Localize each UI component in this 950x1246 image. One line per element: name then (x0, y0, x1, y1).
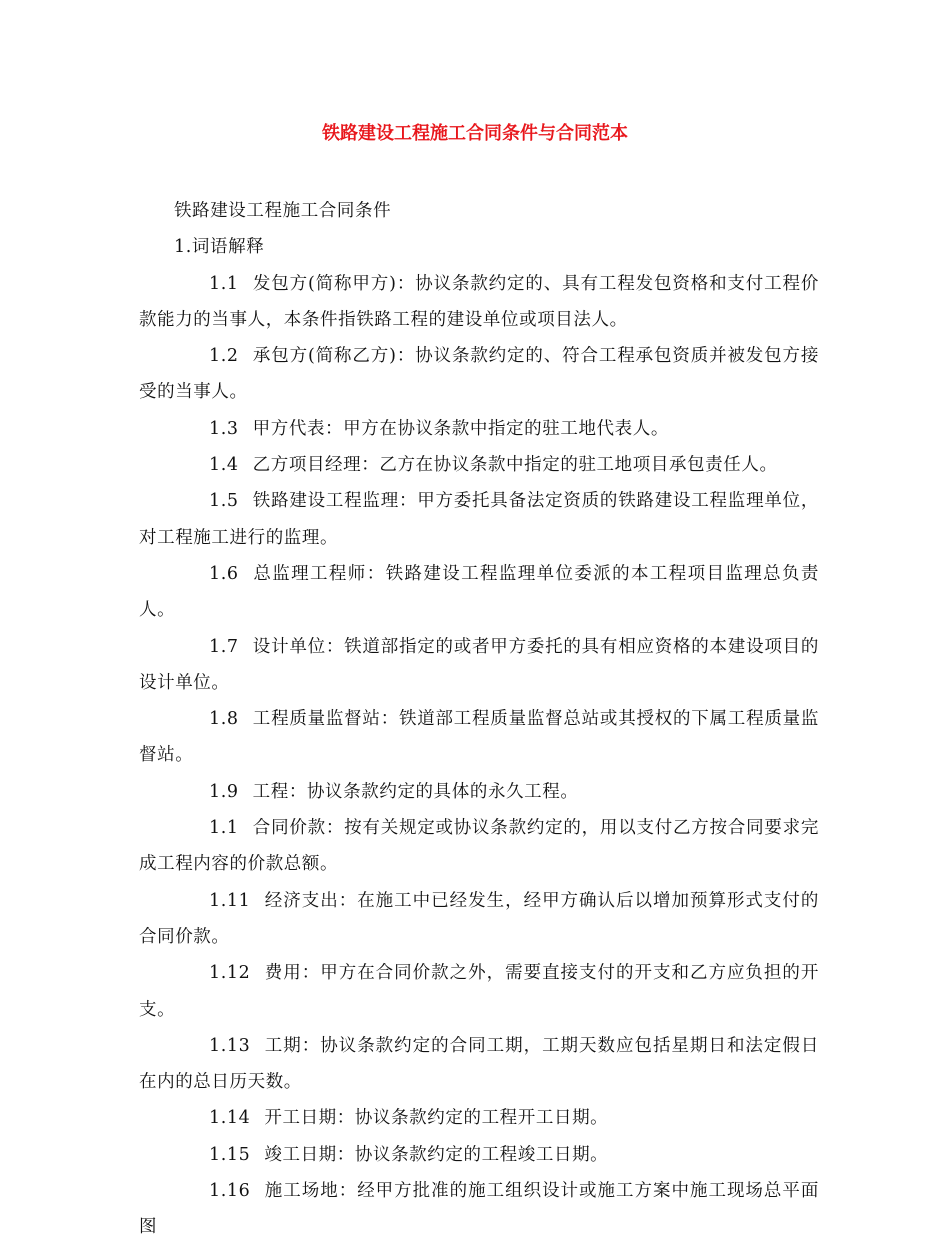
clause-text: 合同价款：按有关规定或协议条款约定的，用以支付乙方按合同要求完成工程内容的价款总额。 (139, 818, 819, 875)
clause-number: 1.1 (209, 273, 239, 294)
clause-number: 1.9 (209, 781, 239, 802)
clause-paragraph (139, 338, 819, 411)
clause-paragraph (139, 483, 819, 556)
clause-paragraph (139, 266, 819, 339)
section-heading: 铁路建设工程施工合同条件 (174, 201, 392, 221)
clause-number: 1.8 (209, 709, 239, 730)
clause-number: 1.13 (209, 1035, 251, 1056)
clause-text: 乙方项目经理：乙方在协议条款中指定的驻工地项目承包责任人。 (252, 455, 778, 476)
clause-number: 1.16 (209, 1181, 251, 1202)
clause-text: 发包方(简称甲方)：协议条款约定的、具有工程发包资格和支付工程价款能力的当事人，本条件指铁路工程的建设单位或项目法人。 (139, 273, 819, 330)
clause-number: 1.2 (209, 346, 239, 367)
clause-number: 1.5 (209, 491, 239, 512)
clause-paragraph (139, 883, 819, 956)
clause-paragraph (139, 1173, 819, 1246)
clause-paragraph (139, 955, 819, 1028)
clause-number: 1.12 (209, 963, 251, 984)
clause-text: 承包方(简称乙方)：协议条款约定的、符合工程承包资质并被发包方接受的当事人。 (139, 346, 819, 403)
document-title: 铁路建设工程施工合同条件与合同范本 (322, 123, 628, 144)
clause-paragraph (139, 1028, 819, 1101)
clause-paragraph (139, 411, 819, 447)
clause-text: 工程：协议条款约定的具体的永久工程。 (252, 781, 579, 802)
clause-text: 费用：甲方在合同价款之外，需要直接支付的开支和乙方应负担的开支。 (139, 963, 819, 1020)
clause-paragraph (139, 447, 819, 483)
clause-paragraph (139, 701, 819, 774)
clause-number: 1.6 (209, 563, 239, 584)
clause-number: 1.1 (209, 818, 239, 839)
clause-number: 1.15 (209, 1144, 251, 1165)
document-body (139, 193, 819, 1246)
clause-paragraph (139, 556, 819, 629)
clause-number: 1.11 (209, 890, 251, 911)
clause-number: 1.7 (209, 636, 239, 657)
clause-paragraph (139, 1137, 819, 1173)
clause-number: 1.3 (209, 418, 239, 439)
clause-paragraph (139, 810, 819, 883)
subsection-heading: 1.词语解释 (174, 237, 265, 258)
clause-text: 工程质量监督站：铁道部工程质量监督总站或其授权的下属工程质量监督站。 (139, 709, 819, 766)
clause-text: 总监理工程师：铁路建设工程监理单位委派的本工程项目监理总负责人。 (139, 563, 819, 621)
clause-number: 1.4 (209, 455, 239, 476)
clause-text: 施工场地：经甲方批准的施工组织设计或施工方案中施工现场总平面图 (139, 1181, 819, 1238)
clause-text: 设计单位：铁道部指定的或者甲方委托的具有相应资格的本建设项目的设计单位。 (139, 636, 819, 693)
clause-paragraph (139, 629, 819, 702)
clause-text: 工期：协议条款约定的合同工期，工期天数应包括星期日和法定假日在内的总日历天数。 (139, 1035, 819, 1093)
clause-text: 开工日期：协议条款约定的工程开工日期。 (264, 1108, 609, 1129)
clause-paragraph (139, 774, 819, 810)
clause-text: 甲方代表：甲方在协议条款中指定的驻工地代表人。 (252, 418, 669, 439)
clause-number: 1.14 (209, 1108, 251, 1129)
clause-paragraph (139, 1100, 819, 1136)
clause-text: 经济支出：在施工中已经发生，经甲方确认后以增加预算形式支付的合同价款。 (139, 890, 819, 947)
clause-text: 竣工日期：协议条款约定的工程竣工日期。 (264, 1144, 609, 1165)
clause-text: 铁路建设工程监理：甲方委托具备法定资质的铁路建设工程监理单位，对工程施工进行的监理。 (139, 491, 819, 548)
